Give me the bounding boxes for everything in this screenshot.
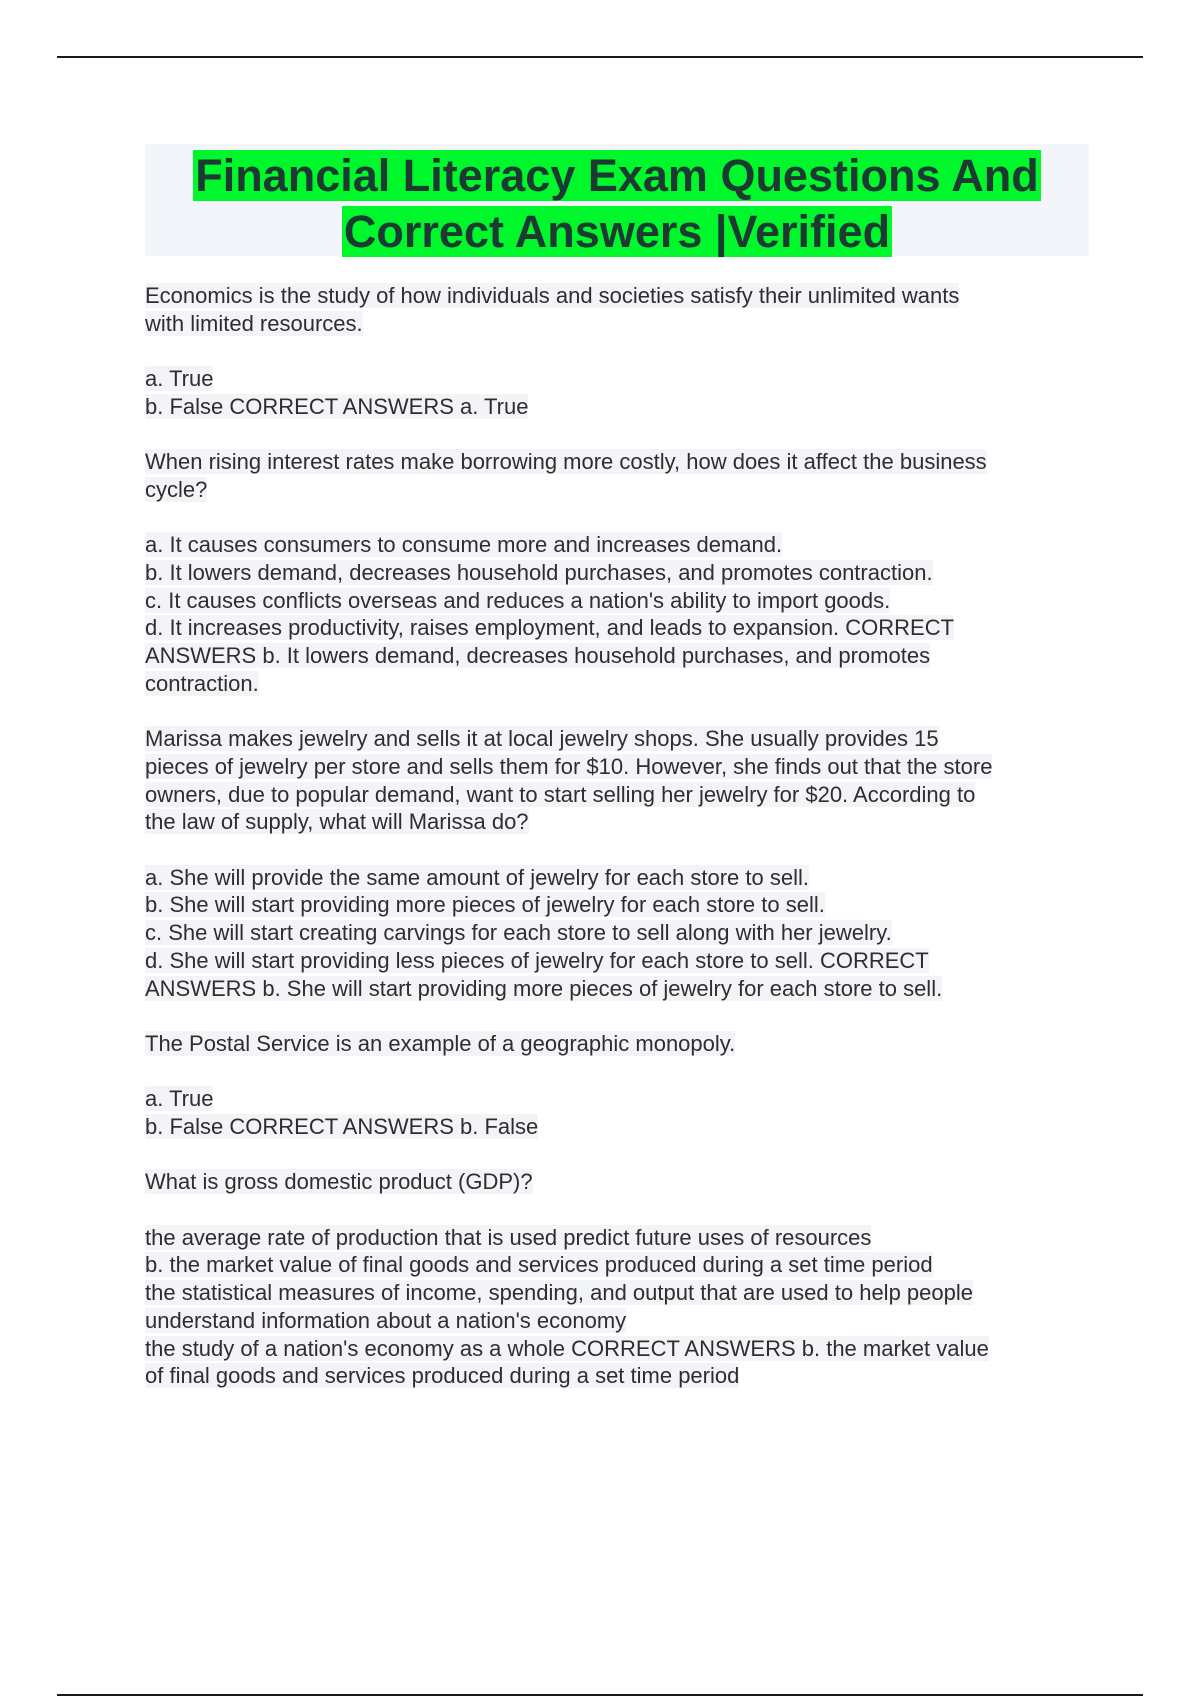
question-block bbox=[145, 725, 1085, 1002]
header-rule bbox=[57, 56, 1143, 58]
answer-option: a. It causes consumers to consume more and increases demand. bbox=[145, 532, 783, 558]
question-block bbox=[145, 448, 1085, 697]
footer-rule bbox=[57, 1694, 1143, 1696]
answer-option: b. False CORRECT ANSWERS a. True bbox=[145, 393, 529, 419]
question-block bbox=[145, 282, 1085, 421]
answer-option: a. True bbox=[145, 366, 214, 392]
question-stem-line: pieces of jewelry per store and sells them for $10. However, she finds out that the store bbox=[145, 753, 993, 779]
answer-option: b. the market value of final goods and services produced during a set time period bbox=[145, 1252, 933, 1278]
answer-option: of final goods and services produced during a set time period bbox=[145, 1363, 740, 1389]
question-stem-line: Economics is the study of how individuals and societies satisfy their unlimited wants bbox=[145, 283, 960, 308]
question-block bbox=[145, 1168, 1085, 1390]
question-stem-line: cycle? bbox=[145, 476, 208, 502]
title-line-2: Correct Answers |Verified bbox=[343, 206, 891, 257]
answer-option: b. She will start providing more pieces of jewelry for each store to sell. bbox=[145, 892, 825, 918]
question-stem-line: with limited resources. bbox=[145, 310, 363, 336]
answer-option: ANSWERS b. She will start providing more pieces of jewelry for each store to sell. bbox=[145, 975, 943, 1001]
question-stem-line: When rising interest rates make borrowing more costly, how does it affect the business bbox=[145, 449, 987, 475]
answer-option: ANSWERS b. It lowers demand, decreases household purchases, and promotes bbox=[145, 643, 931, 669]
answer-option: c. It causes conflicts overseas and reduces a nation's ability to import goods. bbox=[145, 587, 891, 613]
answer-option: d. She will start providing less pieces of jewelry for each store to sell. CORRECT bbox=[145, 947, 929, 973]
title-line-1: Financial Literacy Exam Questions And bbox=[195, 150, 1039, 201]
answer-option: c. She will start creating carvings for each store to sell along with her jewelry. bbox=[145, 920, 892, 946]
question-block bbox=[145, 1030, 1085, 1141]
answer-option: the statistical measures of income, spending, and output that are used to help people bbox=[145, 1280, 973, 1306]
answer-option: a. True bbox=[145, 1086, 214, 1112]
question-list bbox=[145, 282, 1085, 1390]
answer-option: contraction. bbox=[145, 670, 259, 696]
answer-option: d. It increases productivity, raises employment, and leads to expansion. CORRECT bbox=[145, 615, 955, 641]
question-stem-line: the law of supply, what will Marissa do? bbox=[145, 809, 529, 835]
answer-option: a. She will provide the same amount of jewelry for each store to sell. bbox=[145, 864, 809, 890]
answer-option: the average rate of production that is used predict future uses of resources bbox=[145, 1224, 872, 1250]
answer-option: b. It lowers demand, decreases household purchases, and promotes contraction. bbox=[145, 559, 933, 585]
question-stem-line: The Postal Service is an example of a geographic monopoly. bbox=[145, 1030, 736, 1056]
question-stem-line: What is gross domestic product (GDP)? bbox=[145, 1169, 533, 1195]
answer-option: b. False CORRECT ANSWERS b. False bbox=[145, 1113, 539, 1139]
answer-option: understand information about a nation's economy bbox=[145, 1307, 627, 1333]
title-band bbox=[145, 144, 1089, 256]
question-stem-line: owners, due to popular demand, want to start selling her jewelry for $20. According to bbox=[145, 781, 976, 807]
document-title bbox=[145, 144, 1089, 260]
answer-option: the study of a nation's economy as a whole CORRECT ANSWERS b. the market value bbox=[145, 1335, 989, 1361]
question-stem-line: Marissa makes jewelry and sells it at local jewelry shops. She usually provides 15 bbox=[145, 726, 939, 752]
